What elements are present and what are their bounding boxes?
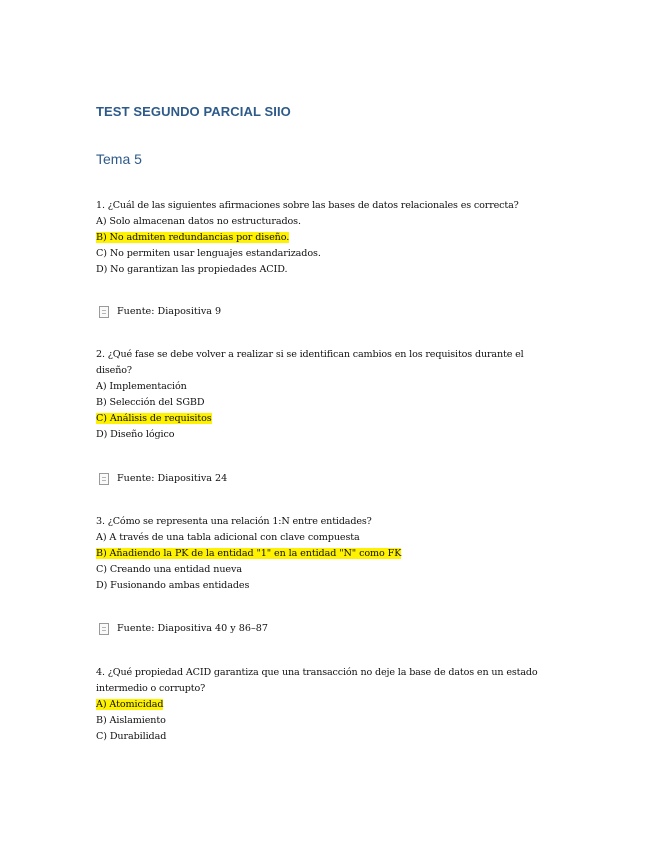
question-1 [96,198,556,278]
option-a: A) Solo almacenan datos no estructurados. [96,216,301,227]
option-b: B) Selección del SGBD [96,397,205,408]
question-3 [96,514,556,594]
question-2 [96,347,556,443]
highlighted-answer: B) No admiten redundancias por diseño. [96,232,290,243]
section-title: Tema 5 [96,151,142,167]
source-note [99,471,227,487]
option-c: C) Creando una entidad nueva [96,564,242,575]
source-text: Fuente: Diapositiva 9 [117,306,222,317]
option-a [96,697,556,713]
highlighted-answer: B) Añadiendo la PK de la entidad "1" en la entidad "N" como FK [96,548,402,559]
source-text: Fuente: Diapositiva 24 [117,473,228,484]
source-note [99,621,268,637]
option-b [96,230,556,246]
highlighted-answer: A) Atomicidad [96,699,164,710]
option-a: A) Implementación [96,381,187,392]
question-text: 1. ¿Cuál de las siguientes afirmaciones sobre las bases de datos relacionales es correcta? [96,200,519,211]
option-d: D) Diseño lógico [96,429,175,440]
document-icon [99,306,109,318]
source-note [99,304,221,320]
document-icon [99,473,109,485]
option-d: D) No garantizan las propiedades ACID. [96,264,288,275]
question-text: 2. ¿Qué fase se debe volver a realizar si se identifican cambios en los requisitos durante el diseño? [96,349,524,376]
option-b [96,546,556,562]
source-text: Fuente: Diapositiva 40 y 86–87 [117,623,268,634]
option-c: C) Durabilidad [96,731,167,742]
question-text: 4. ¿Qué propiedad ACID garantiza que una transacción no deje la base de datos en un estado intermedio o corrupto? [96,667,538,694]
option-d: D) Fusionando ambas entidades [96,580,250,591]
option-c: C) No permiten usar lenguajes estandarizados. [96,248,321,259]
highlighted-answer: C) Análisis de requisitos [96,413,212,424]
option-a: A) A través de una tabla adicional con clave compuesta [96,532,360,543]
option-b: B) Aislamiento [96,715,166,726]
question-4 [96,665,556,745]
question-text: 3. ¿Cómo se representa una relación 1:N entre entidades? [96,516,372,527]
document-icon [99,623,109,635]
page-title: TEST SEGUNDO PARCIAL SIIO [96,104,291,119]
option-c [96,411,556,427]
